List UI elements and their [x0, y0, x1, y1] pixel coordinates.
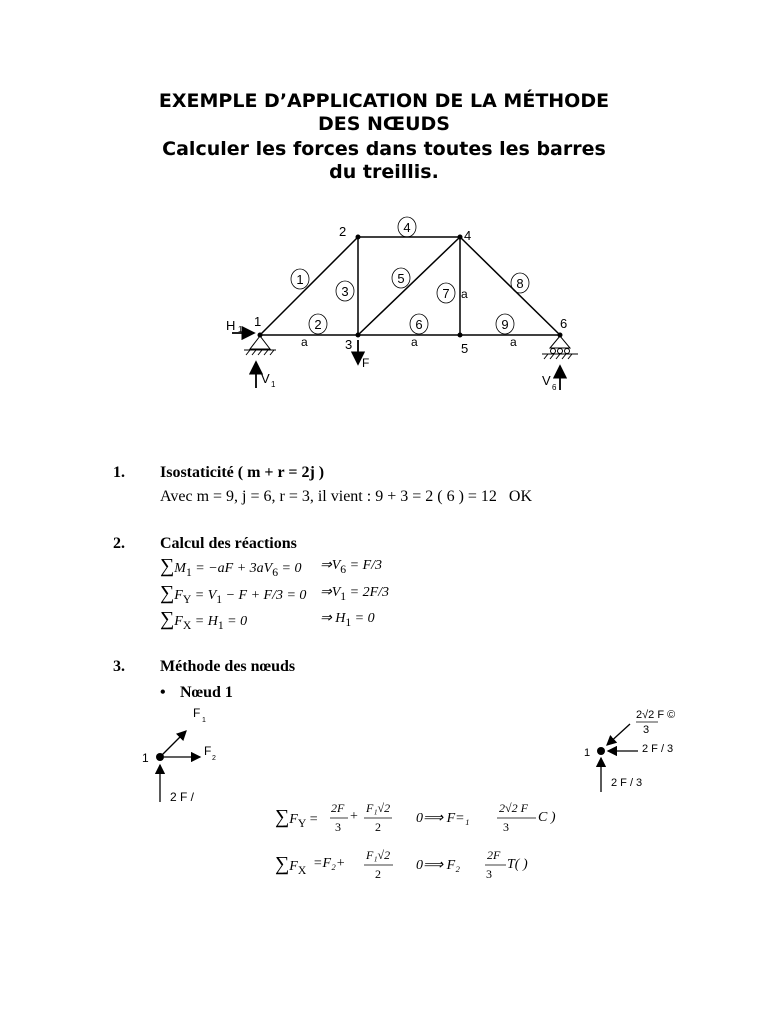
support-roller [542, 336, 578, 359]
left-f2: F [204, 744, 212, 758]
section-2-number: 2. [113, 535, 125, 552]
bar-label-2: 2 [314, 317, 322, 332]
node1-eq-fx-rn: 2F [487, 848, 501, 862]
dim-a-3: a [510, 335, 517, 349]
right-node-label: 1 [584, 747, 591, 759]
load-label: F [362, 356, 370, 370]
node-label-1: 1 [254, 314, 262, 329]
left-f2-sub: 2 [212, 755, 216, 762]
right-top-den: 3 [643, 724, 650, 736]
node1-eq-fy-t1n: 2F [331, 801, 345, 815]
section-3-title: Méthode des nœuds [160, 658, 296, 675]
reaction-result-v6: $\Rightarrow V_6 = F/3$ [320, 558, 383, 576]
right-bot: 2 F / 3 [611, 777, 643, 789]
support-pin [244, 336, 276, 355]
reaction-result-v1: $\Rightarrow V_1 = 2F/3$ [320, 585, 390, 603]
bar-label-8: 8 [516, 276, 524, 291]
section-1-text: Avec m = 9, j = 6, r = 3, il vient : 9 + 3 = 2 ( 6 ) = 12 OK [160, 488, 533, 505]
v6-label: V [542, 373, 551, 388]
bar-label-4: 4 [403, 220, 411, 235]
node-label-4: 4 [464, 228, 472, 243]
dim-a-vertical: a [461, 287, 468, 301]
node-label-6: 6 [560, 316, 568, 331]
reaction-result-h1: ⇒ $H_1 = 0$ [320, 611, 375, 629]
reaction-eq-fx: $\sum F_X = H_1 = 0$ [160, 608, 248, 632]
h1-sub: 1 [238, 325, 243, 334]
node1-eq-fy-tail: C ) [538, 810, 556, 825]
bullet: • [160, 684, 166, 701]
joint-5 [458, 333, 463, 338]
h1-label: H [226, 318, 236, 333]
left-f1: F [193, 706, 201, 720]
bar-8 [460, 237, 560, 335]
node1-eq-fx-t2n: F₁√2 [366, 848, 391, 862]
node1-eq-fy-t1d: 3 [335, 820, 341, 834]
right-top: 2√2 F © [636, 709, 676, 721]
title-line-2: DES NŒUDS [317, 113, 450, 135]
node1-eq-fx-rd: 3 [486, 867, 492, 881]
reaction-eq-fy: $\sum F_Y = V_1 - F + F/3 = 0$ [160, 582, 307, 606]
bar-label-7: 7 [442, 286, 450, 301]
left-f1-sub: 1 [202, 717, 206, 724]
v1-sub: 1 [271, 380, 276, 389]
node1-eq-fx-tail: T( ) [507, 857, 528, 872]
bar-label-9: 9 [501, 317, 509, 332]
section-1-number: 1. [113, 464, 125, 481]
node1-eq-fy-t2d: 2 [375, 820, 381, 834]
section-3-number: 3. [113, 658, 125, 675]
node1-eq-fx-mid: 0⟹ F₂ [416, 858, 460, 873]
bar-label-3: 3 [341, 284, 349, 299]
title-line-1: EXEMPLE D’APPLICATION DE LA MÉTHODE [158, 90, 610, 112]
node1-eq-fy-lhs: $\sum F_Y$ = [275, 806, 318, 830]
node1-eq-fx-t2d: 2 [375, 867, 381, 881]
bar-label-5: 5 [397, 271, 405, 286]
subtitle-line-2: du treillis. [329, 161, 439, 183]
left-reaction: 2 F / [170, 790, 195, 804]
node1-eq-fy-mid: 0⟹ F=₁ [416, 811, 470, 826]
joint-4 [458, 235, 463, 240]
bar-label-6: 6 [415, 317, 423, 332]
v6-sub: 6 [552, 383, 557, 392]
right-mid: 2 F / 3 [642, 743, 674, 755]
node-label-2: 2 [339, 224, 347, 239]
node1-eq-fy-t2n: F₁√2 [366, 801, 391, 815]
node-label-3: 3 [345, 337, 353, 352]
bar-label-1: 1 [296, 272, 304, 287]
dim-a-1: a [301, 335, 308, 349]
reaction-eq-moment: $\sum M_1 = -aF + 3aV_6 = 0$ [160, 555, 302, 579]
node1-left-diagram [142, 706, 216, 804]
joint-2 [356, 235, 361, 240]
section-2-title: Calcul des réactions [160, 535, 297, 552]
node-label-5: 5 [461, 341, 469, 356]
node1-eq-fx-lhs: $\sum F_X$ [275, 853, 307, 877]
node1-eq-fy-plus: + [350, 809, 358, 824]
section-1-title: Isostaticité ( m + r = 2j ) [160, 464, 325, 481]
node1-eq-fx-t1: =F₂+ [313, 856, 346, 871]
node1-heading: Nœud 1 [180, 684, 233, 701]
joint-3 [356, 333, 361, 338]
v1-label: V [261, 371, 270, 386]
node1-eq-fy-rn: 2√2 F [499, 801, 528, 815]
truss-bars [260, 237, 560, 335]
node1-eq-fy-rd: 3 [503, 820, 509, 834]
subtitle-line-1: Calculer les forces dans toutes les barres [162, 138, 606, 160]
node1-right-diagram [584, 709, 675, 792]
dim-a-2: a [411, 335, 418, 349]
left-node-label: 1 [142, 751, 149, 765]
